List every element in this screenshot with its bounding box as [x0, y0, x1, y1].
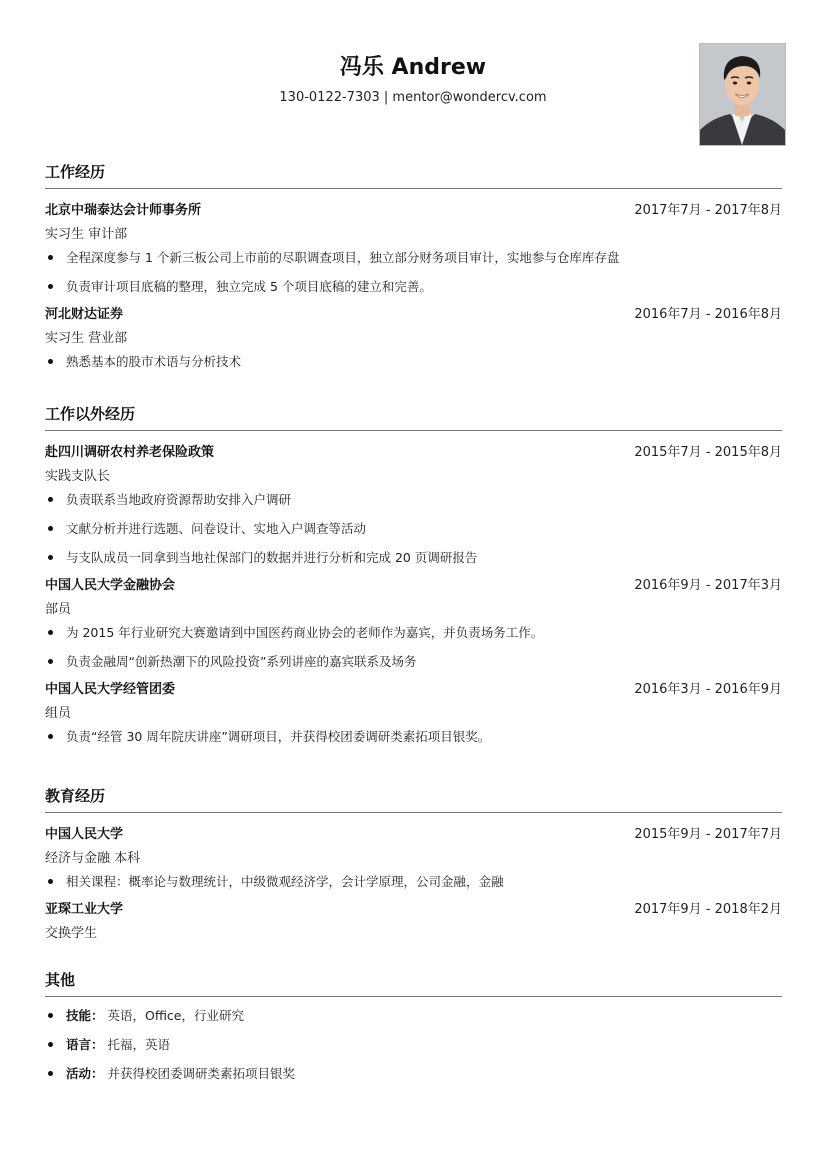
date-range: 2015年9月 - 2017年7月 [634, 827, 782, 842]
organization: 河北财达证券 [45, 307, 124, 322]
item-value: 英语，Office，行业研究 [107, 1008, 244, 1023]
organization: 赴四川调研农村养老保险政策 [45, 445, 215, 460]
date-range: 2016年9月 - 2017年3月 [634, 578, 782, 593]
list-item: 负责“经管 30 周年院庆讲座”调研项目，并获得校团委调研类素拓项目银奖。 [45, 728, 782, 757]
bullet-list [45, 353, 782, 382]
section-title: 其他 [45, 969, 782, 997]
list-item: 与支队成员一同拿到当地社保部门的数据并进行分析和完成 20 页调研报告 [45, 549, 782, 578]
date-range: 2016年7月 - 2016年8月 [634, 307, 782, 322]
portrait-image [700, 44, 785, 145]
bullet-list [45, 249, 782, 307]
entry-header [45, 823, 782, 841]
bullet-list [45, 624, 782, 682]
profile-photo [699, 43, 786, 146]
section-title: 教育经历 [45, 785, 782, 813]
list-item: 负责审计项目底稿的整理，独立完成 5 个项目底稿的建立和完善。 [45, 278, 782, 307]
organization: 亚琛工业大学 [45, 902, 124, 917]
role: 实习生 营业部 [45, 331, 128, 346]
item-value: 并获得校团委调研类素拓项目银奖 [107, 1066, 296, 1081]
bullet-list [45, 1007, 782, 1094]
date-range: 2017年7月 - 2017年8月 [634, 203, 782, 218]
section-title: 工作经历 [45, 161, 782, 189]
organization: 中国人民大学经管团委 [45, 682, 176, 697]
list-item: 熟悉基本的股市术语与分析技术 [45, 353, 782, 382]
organization: 北京中瑞泰达会计师事务所 [45, 203, 202, 218]
section-work-experience [45, 161, 782, 382]
date-range: 2015年7月 - 2015年8月 [634, 445, 782, 460]
section-education [45, 785, 782, 940]
role: 经济与金融 本科 [45, 851, 141, 866]
candidate-name: 冯乐 Andrew [339, 55, 487, 80]
bullet-list [45, 873, 782, 902]
item-value: 托福，英语 [107, 1037, 171, 1052]
role: 部员 [45, 602, 72, 617]
entry-header [45, 199, 782, 217]
role: 实践支队长 [45, 469, 111, 484]
entry-header [45, 441, 782, 459]
section-other [45, 969, 782, 1094]
role: 组员 [45, 706, 72, 721]
list-item: 负责联系当地政府资源帮助安排入户调研 [45, 491, 782, 520]
bullet-list [45, 491, 782, 578]
date-range: 2017年9月 - 2018年2月 [634, 902, 782, 917]
organization: 中国人民大学 [45, 827, 124, 842]
bullet-list [45, 728, 782, 757]
list-item: 为 2015 年行业研究大赛邀请到中国医药商业协会的老师作为嘉宾，并负责场务工作。 [45, 624, 782, 653]
list-item [45, 1007, 782, 1036]
section-title: 工作以外经历 [45, 403, 782, 431]
role: 实习生 审计部 [45, 227, 128, 242]
item-key: 技能： [66, 1008, 104, 1023]
date-range: 2016年3月 - 2016年9月 [634, 682, 782, 697]
list-item: 文献分析并进行选题、问卷设计、实地入户调查等活动 [45, 520, 782, 549]
list-item [45, 1065, 782, 1094]
list-item: 负责金融周“创新热潮下的风险投资”系列讲座的嘉宾联系及场务 [45, 653, 782, 682]
list-item: 相关课程：概率论与数理统计，中级微观经济学，会计学原理，公司金融，金融 [45, 873, 782, 902]
list-item [45, 1036, 782, 1065]
item-key: 语言： [66, 1037, 104, 1052]
section-extra-experience [45, 403, 782, 757]
organization: 中国人民大学金融协会 [45, 578, 176, 593]
contact-info: 130-0122-7303 | mentor@wondercv.com [279, 90, 547, 105]
role: 交换学生 [45, 926, 98, 941]
item-key: 活动： [66, 1066, 104, 1081]
list-item: 全程深度参与 1 个新三板公司上市前的尽职调查项目，独立部分财务项目审计，实地参与仓库库存盘 [45, 249, 782, 278]
